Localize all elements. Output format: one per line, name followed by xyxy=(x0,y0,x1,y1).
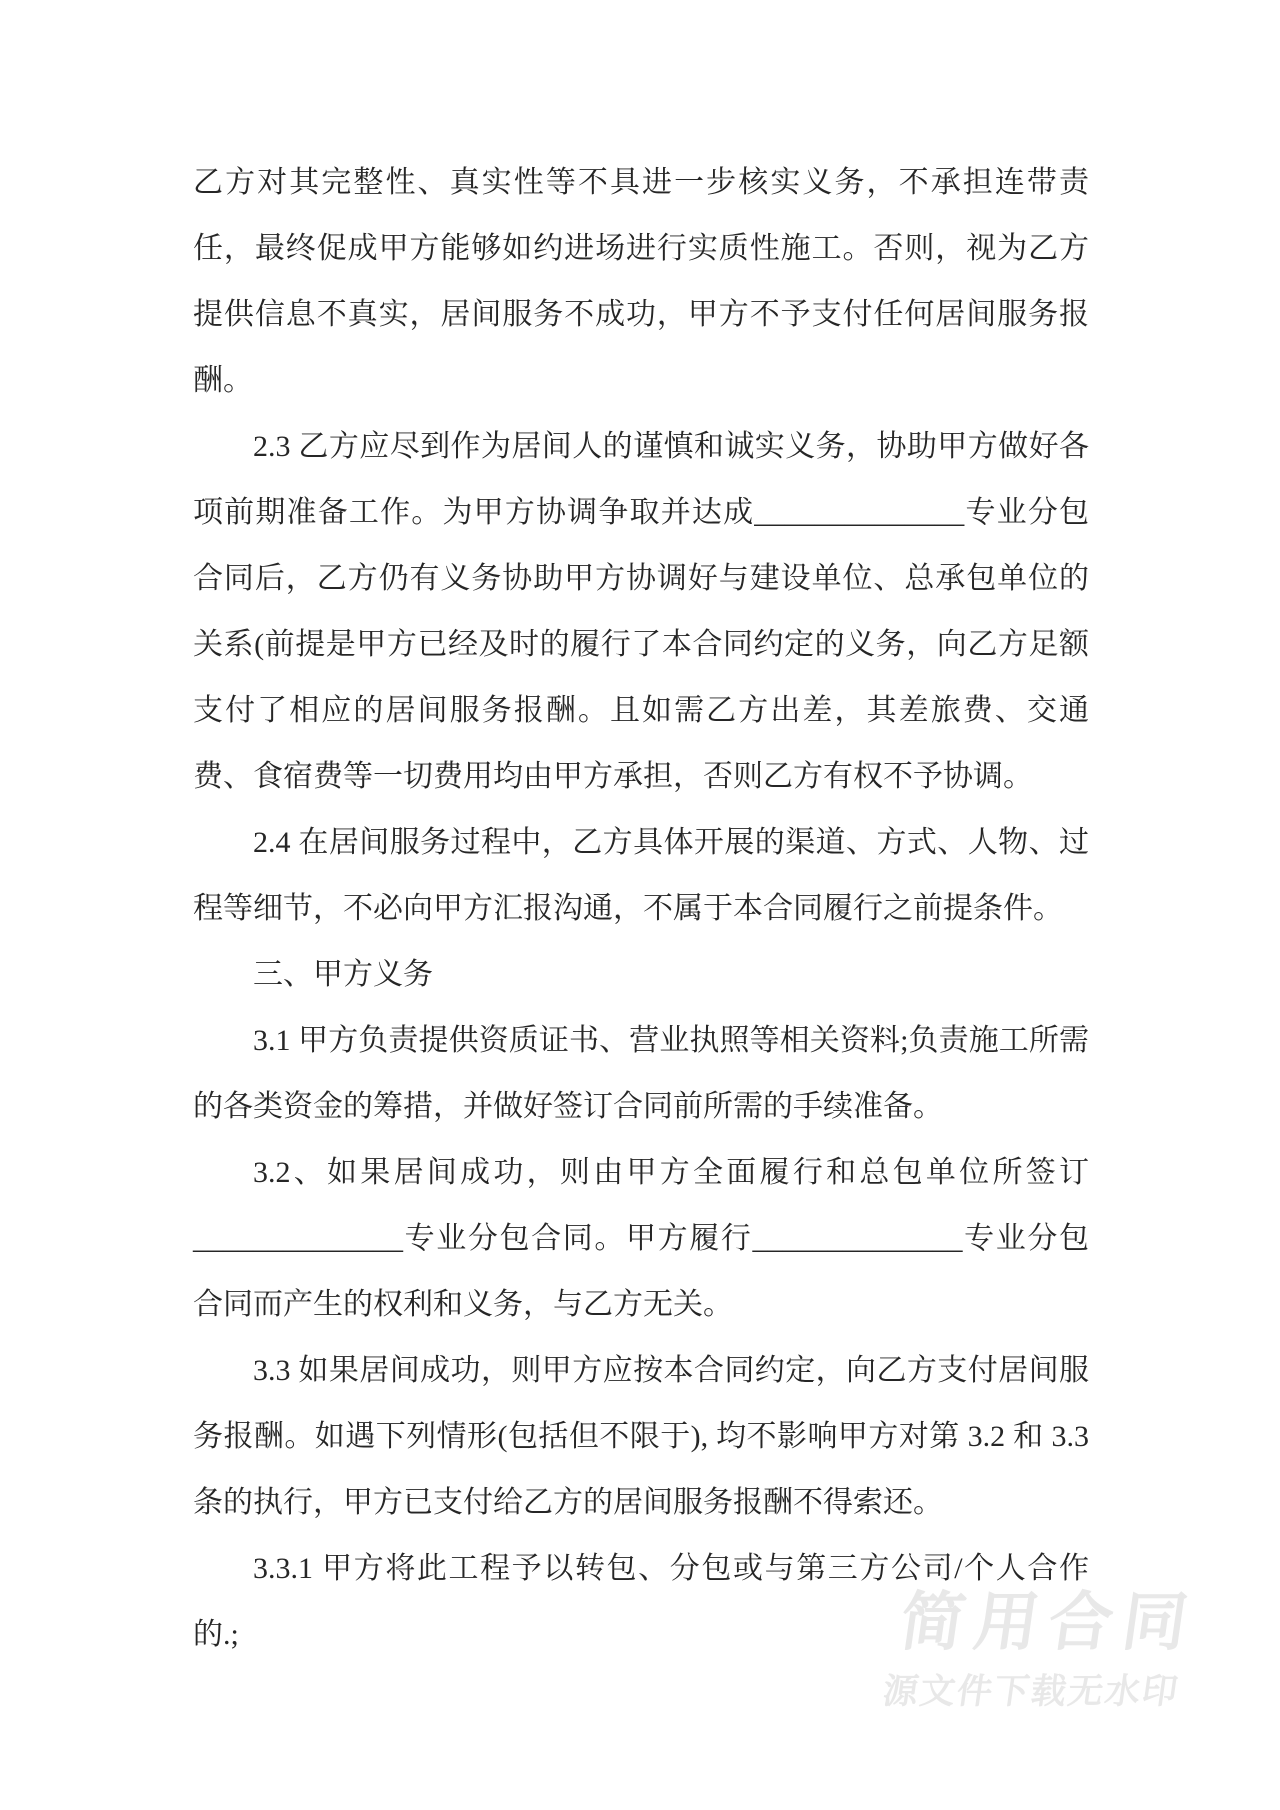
paragraph-8: 3.3.1 甲方将此工程予以转包、分包或与第三方公司/个人合作的.; xyxy=(193,1552,1089,1651)
paragraph-5: 3.1 甲方负责提供资质证书、营业执照等相关资料;负责施工所需的各类资金的筹措，并做好签订合同前所需的手续准备。 xyxy=(193,1024,1089,1123)
paragraph-2: 2.3 乙方应尽到作为居间人的谨慎和诚实义务，协助甲方做好各项前期准备工作。为甲方协调争取并达成______________专业分包合同后，乙方仍有义务协助甲方协调好与建设单位、总承包单位的关系(前提是甲方已经及时的履行了本合同约定的义务，向乙方足额支付了相应的居间服务报酬。且如需乙方出差，其差旅费、交通费、食宿费等一切费用均由甲方承担，否则乙方有权不予协调。 xyxy=(193,430,1089,793)
paragraph-1: 乙方对其完整性、真实性等不具进一步核实义务，不承担连带责任，最终促成甲方能够如约进场进行实质性施工。否则，视为乙方提供信息不真实，居间服务不成功，甲方不予支付任何居间服务报酬。 xyxy=(193,166,1089,397)
paragraph-7: 3.3 如果居间成功，则甲方应按本合同约定，向乙方支付居间服务报酬。如遇下列情形(包括但不限于), 均不影响甲方对第 3.2 和 3.3 条的执行，甲方已支付给乙方的居间服务报酬不得索还。 xyxy=(193,1354,1089,1519)
watermark-tagline-text: 源文件下载无水印 xyxy=(880,1672,1182,1711)
paragraph-3: 2.4 在居间服务过程中，乙方具体开展的渠道、方式、人物、过程等细节，不必向甲方汇报沟通，不属于本合同履行之前提条件。 xyxy=(193,826,1089,925)
watermark-brand-text: 简用合同 xyxy=(895,1586,1202,1658)
paragraph-4: 三、甲方义务 xyxy=(253,958,433,991)
contract-body xyxy=(193,150,1089,1668)
paragraph-6: 3.2、如果居间成功，则由甲方全面履行和总包单位所签订______________专业分包合同。甲方履行______________专业分包合同而产生的权利和义务，与乙方无关。 xyxy=(193,1156,1089,1321)
